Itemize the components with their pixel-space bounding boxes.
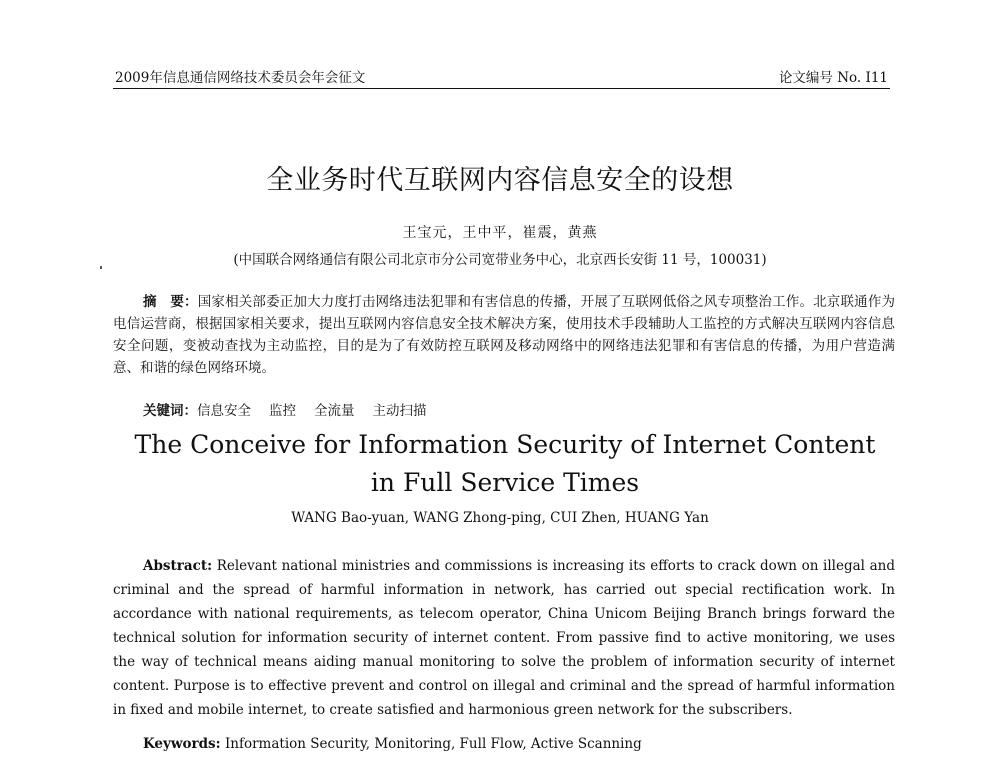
chinese-affiliation: (中国联合网络通信有限公司北京市分公司宽带业务中心，北京西长安街 11 号，100031) (233, 252, 767, 268)
english-keywords (143, 736, 642, 752)
header-conference: 2009年信息通信网络技术委员会年会征文 (115, 70, 366, 86)
english-abstract-label: Abstract: (143, 558, 213, 574)
chinese-title: 全业务时代互联网内容信息安全的设想 (266, 165, 734, 196)
english-title: The Conceive for Information Security of Internet Content in Full Service Times (134, 430, 876, 497)
english-abstract (113, 554, 895, 722)
chinese-abstract-label: 摘 要： (143, 294, 198, 310)
english-authors: WANG Bao-yuan, WANG Zhong-ping, CUI Zhen, HUANG Yan (291, 510, 709, 526)
chinese-keyword: 主动扫描 (372, 403, 427, 419)
english-keywords-label: Keywords: (143, 736, 221, 752)
chinese-keyword: 信息安全 (197, 403, 251, 419)
chinese-authors: 王宝元，王中平，崔震，黄燕 (402, 225, 598, 241)
running-header (113, 58, 890, 89)
header-paper-number: 论文编号 No. I11 (778, 70, 888, 86)
chinese-keyword: 监控 (269, 403, 296, 419)
chinese-keywords (143, 399, 445, 419)
chinese-keyword: 全流量 (314, 403, 355, 419)
english-abstract-text: Relevant national ministries and commissions is increasing its efforts to crack down on illegal and criminal and the spread of harmful information in network, has carried out special rectification work. In accordance with national requirements, as telecom operator, China Unicom Beijing Branch brings forward the technical solution for information security of internet content. From passive find to active monitoring, we uses the way of technical means aiding manual monitoring to solve the problem of information security of internet content. Purpose is to effective prevent and control on illegal and criminal and the spread of harmful information in fixed and mobile internet, to create satisfied and harmonious green network for the subscribers. (113, 558, 895, 718)
chinese-keywords-label: 关键词： (143, 403, 197, 419)
chinese-abstract (113, 291, 895, 379)
english-keywords-text: Information Security, Monitoring, Full Flow, Active Scanning (224, 736, 642, 752)
chinese-abstract-text: 国家相关部委正加大力度打击网络违法犯罪和有害信息的传播，开展了互联网低俗之风专项整治工作。北京联通作为电信运营商，根据国家相关要求，提出互联网内容信息安全技术解决方案，使用技术手段辅助人工监控的方式解决互联网内容信息安全问题，变被动查找为主动监控，目的是为了有效防控互联网及移动网络中的网络违法犯罪和有害信息的传播，为用户营造满意、和谐的绿色网络环境。 (113, 294, 896, 376)
